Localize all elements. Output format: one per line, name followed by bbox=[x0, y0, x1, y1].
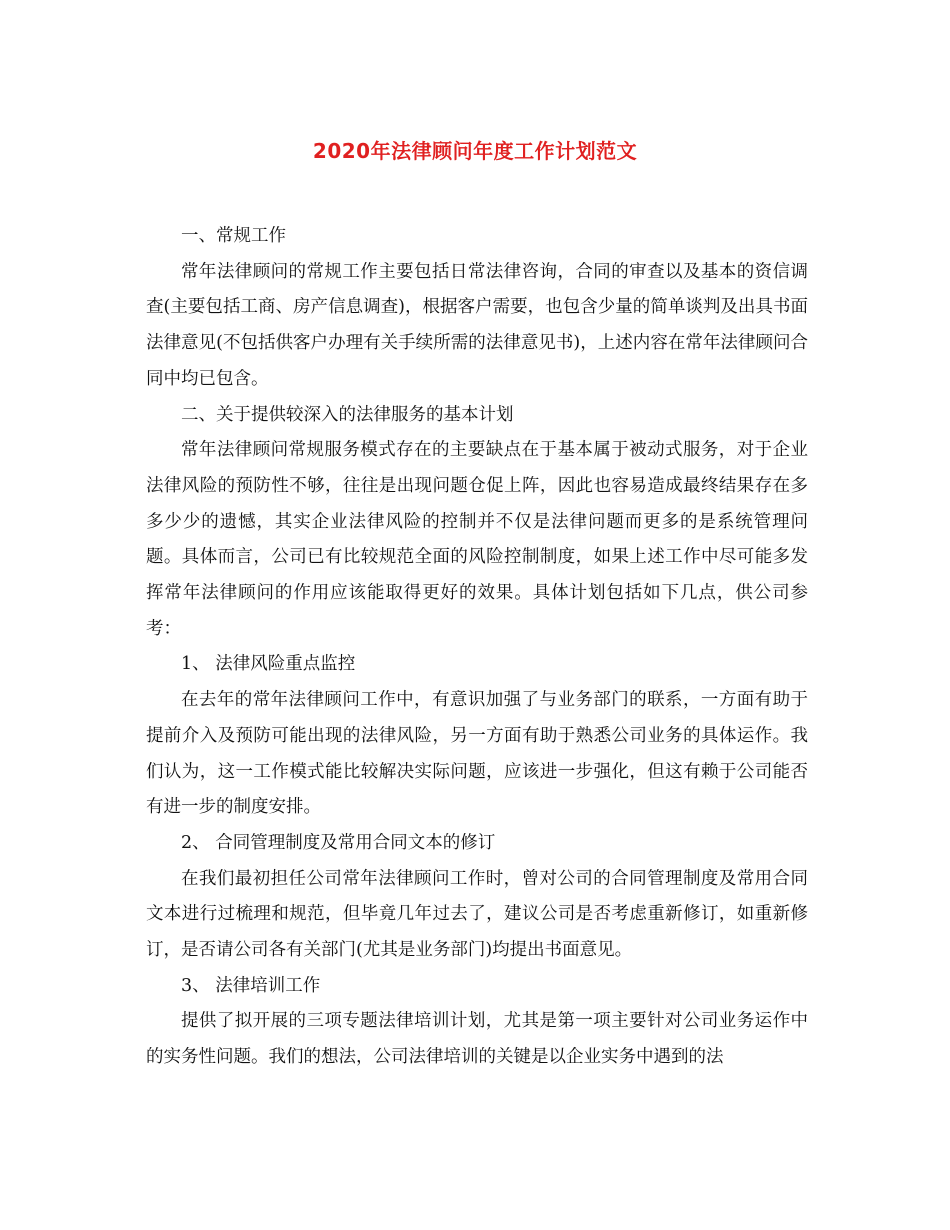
subheading-contract-management: 2、 合同管理制度及常用合同文本的修订 bbox=[181, 832, 496, 853]
subheading-legal-training: 3、 法律培训工作 bbox=[181, 975, 321, 996]
subheading-risk-monitoring: 1、 法律风险重点监控 bbox=[181, 654, 356, 675]
paragraph-in-depth-services: 常年法律顾问常规服务模式存在的主要缺点在于基本属于被动式服务，对于企业法律风险的预防性不够，往往是出现问题仓促上阵，因此也容易造成最终结果存在多多少少的遗憾，其实企业法律风险的控制并不仅是法律问题而更多的是系统管理问题。具体而言，公司已有比较规范全面的风险控制制度，如果上述工作中尽可能多发挥常年法律顾问的作用应该能取得更好的效果。具体计划包括如下几点，供公司参考： bbox=[146, 440, 808, 639]
paragraph-routine-work: 常年法律顾问的常规工作主要包括日常法律咨询，合同的审查以及基本的资信调查(主要包括工商、房产信息调查)，根据客户需要，也包含少量的简单谈判及出具书面法律意见(不包括供客户办理有关手续所需的法律意见书)，上述内容在常年法律顾问合同中均已包含。 bbox=[146, 261, 808, 389]
paragraph-legal-training: 提供了拟开展的三项专题法律培训计划，尤其是第一项主要针对公司业务运作中的实务性问题。我们的想法，公司法律培训的关键是以企业实务中遇到的法 bbox=[146, 1011, 808, 1068]
document-body bbox=[146, 219, 808, 1076]
document-title: 2020年法律顾问年度工作计划范文 bbox=[312, 139, 638, 163]
section-heading-in-depth-services: 二、关于提供较深入的法律服务的基本计划 bbox=[181, 404, 514, 425]
section-heading-routine-work: 一、常规工作 bbox=[181, 226, 286, 246]
paragraph-risk-monitoring: 在去年的常年法律顾问工作中，有意识加强了与业务部门的联系，一方面有助于提前介入及预防可能出现的法律风险，另一方面有助于熟悉公司业务的具体运作。我们认为，这一工作模式能比较解决实际问题，应该进一步强化，但这有赖于公司能否有进一步的制度安排。 bbox=[146, 690, 808, 818]
paragraph-contract-management: 在我们最初担任公司常年法律顾问工作时，曾对公司的合同管理制度及常用合同文本进行过梳理和规范，但毕竟几年过去了，建议公司是否考虑重新修订，如重新修订，是否请公司各有关部门(尤其是业务部门)均提出书面意见。 bbox=[146, 868, 808, 961]
